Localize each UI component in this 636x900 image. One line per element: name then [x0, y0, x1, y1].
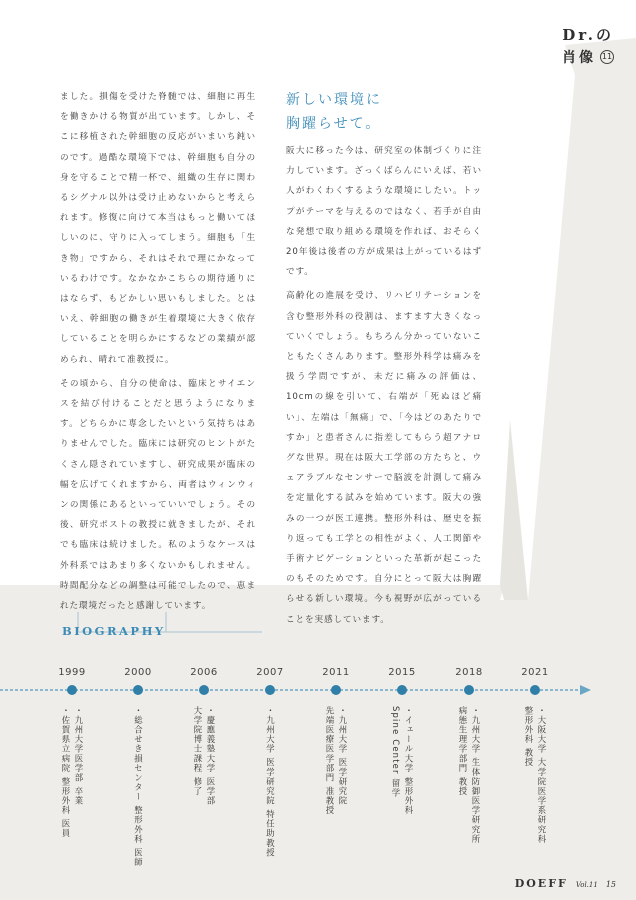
- timeline-entry-line: ・九州大学医学部 卒業: [74, 706, 84, 806]
- timeline-entry-line: 整形外科 教授: [524, 706, 534, 768]
- page-footer: [515, 877, 616, 890]
- paragraph: 高齢化の進展を受け、リハビリテーションを含む整形外科の役割は、ますます大きくなっていくでしょう。もちろん分かっていないこともたくさんあります。整形外科学は痛みを扱う学問ですが、未だに痛みの評価は、10cmの線を引いて、右端が「死ぬほど痛い」、左端は「無痛」で、「今はどのあたりですか」と患者さんに指差してもらう超アナログな世界。現在は阪大工学部の方たちと、ウェアラブルなセンサーで脳波を計測して痛みを定量化する試みを始めています。阪大の強みの一つが医工連携。整形外科は、歴史を振り返っても工学との相性がよく、人工関節や手術ナビゲーションといった革新が起こったのもそのためです。自分にとって阪大は胸躍らせる新しい環境。今も視野が広がっていることを実感しています。: [286, 291, 482, 625]
- timeline-year: 2000: [124, 667, 152, 678]
- timeline-entry: [457, 706, 481, 844]
- timeline-year: 2015: [388, 667, 416, 678]
- timeline-entry-line: 大学院博士課程 修了: [193, 706, 203, 797]
- timeline-entry: [523, 706, 547, 844]
- timeline-entry: [192, 706, 216, 806]
- timeline-entry-line: ・佐賀県立病院 整形外科 医員: [61, 706, 71, 839]
- series-header: [562, 24, 614, 67]
- right-text-column: [286, 141, 482, 634]
- paragraph: 阪大に移った今は、研究室の体制づくりに注力しています。ざっくばらんにいえば、若い人がわくわくするような環境にしたい。トップがテーマを与えるのではなく、若手が自由な発想で取り組める環境を作れば、おそらく20年後は後者の方が成果は上がっているはずです。: [286, 146, 482, 278]
- timeline-year: 2006: [190, 667, 218, 678]
- timeline-entry-line: ・九州大学 医学研究院 特任助教授: [265, 706, 276, 858]
- biography-title: BIOGRAPHY: [62, 624, 166, 638]
- timeline-year: 2007: [256, 667, 284, 678]
- timeline-entry: [133, 706, 144, 867]
- issue-number-badge: 11: [600, 50, 614, 64]
- page-number: 15: [605, 880, 616, 889]
- paragraph: ました。損傷を受けた脊髄では、細胞に再生を働きかける物質が出ています。しかし、そこに移植された幹細胞の反応がいまいち鈍いのです。過酷な環境下では、幹細胞も自分の身を守ることで精一杯で、組織の生存に関わるシグナル以外は受け止めないからと考えられます。修復に向けて本当はもっと働いてほしいのに、守りに入ってしまう。細胞も「生き物」ですから、それはそれで理にかなっているわけです。なかなかこちらの期待通りにはならず、もどかしい思いもしました。とはいえ、幹細胞の働きが生着環境に大きく依存していることを明らかにするなどの業績が認められ、晴れて准教授に。: [60, 92, 256, 365]
- section-heading-line: 新しい環境に: [286, 92, 382, 108]
- timeline-dot: [265, 685, 275, 695]
- timeline-entry: [324, 706, 348, 815]
- series-title: 肖像: [562, 50, 596, 66]
- timeline-dot: [464, 685, 474, 695]
- timeline-dot: [67, 685, 77, 695]
- paragraph: その頃から、自分の使命は、臨床とサイエンスを結び付けることだと思うようになります。どちらかに専念したいという気持ちはありませんでした。臨床には研究のヒントがたくさん隠されていますし、研究成果が臨床の幅を広げてくれますから、両者はウィンウィンの関係にあるといっていいでしょう。その後、研究ポストの教授に就きましたが、それでも臨床は続けました。私のようなケースは外科系ではあまり多くないかもしれません。時間配分などの調整は可能でしたので、恵まれた環境だったと感謝しています。: [60, 378, 256, 612]
- timeline-dot: [133, 685, 143, 695]
- section-heading-line: 胸躍らせて。: [286, 116, 382, 132]
- series-label: Dr.の: [562, 26, 614, 44]
- timeline-entry-line: 先端医療医学部門 准教授: [325, 706, 335, 816]
- timeline-entry: [390, 706, 414, 815]
- timeline-dot: [199, 685, 209, 695]
- timeline-arrow-icon: [580, 685, 591, 695]
- timeline-entry-line: ・慶應義塾大学 医学部: [206, 706, 216, 806]
- magazine-brand: DOEFF: [514, 877, 568, 890]
- timeline-entry-line: Spine Center 留学: [391, 706, 401, 798]
- left-text-column: [60, 87, 256, 620]
- section-heading: [286, 88, 486, 136]
- timeline-year: 1999: [58, 667, 86, 678]
- timeline-dot: [331, 685, 341, 695]
- timeline-entry-line: ・総合せき損センター 整形外科 医師: [133, 706, 144, 868]
- timeline-entry: [60, 706, 84, 838]
- timeline-year: 2021: [521, 667, 549, 678]
- timeline-entry-line: 病態生理学部門 教授: [458, 706, 468, 797]
- timeline-entry-line: ・イェール大学 整形外科: [404, 706, 414, 816]
- timeline-year: 2011: [322, 667, 350, 678]
- timeline-entry-line: ・大阪大学 大学院医学系研究科: [537, 706, 547, 845]
- timeline-dot: [397, 685, 407, 695]
- timeline-entry: [265, 706, 276, 858]
- series-title-row: [562, 47, 614, 67]
- timeline-entry-line: ・九州大学 医学研究院: [338, 706, 348, 806]
- volume-label: Vol.11: [575, 881, 598, 889]
- timeline-dot: [530, 685, 540, 695]
- timeline-entry-line: ・九州大学 生体防御医学研究所: [471, 706, 481, 845]
- timeline-year: 2018: [455, 667, 483, 678]
